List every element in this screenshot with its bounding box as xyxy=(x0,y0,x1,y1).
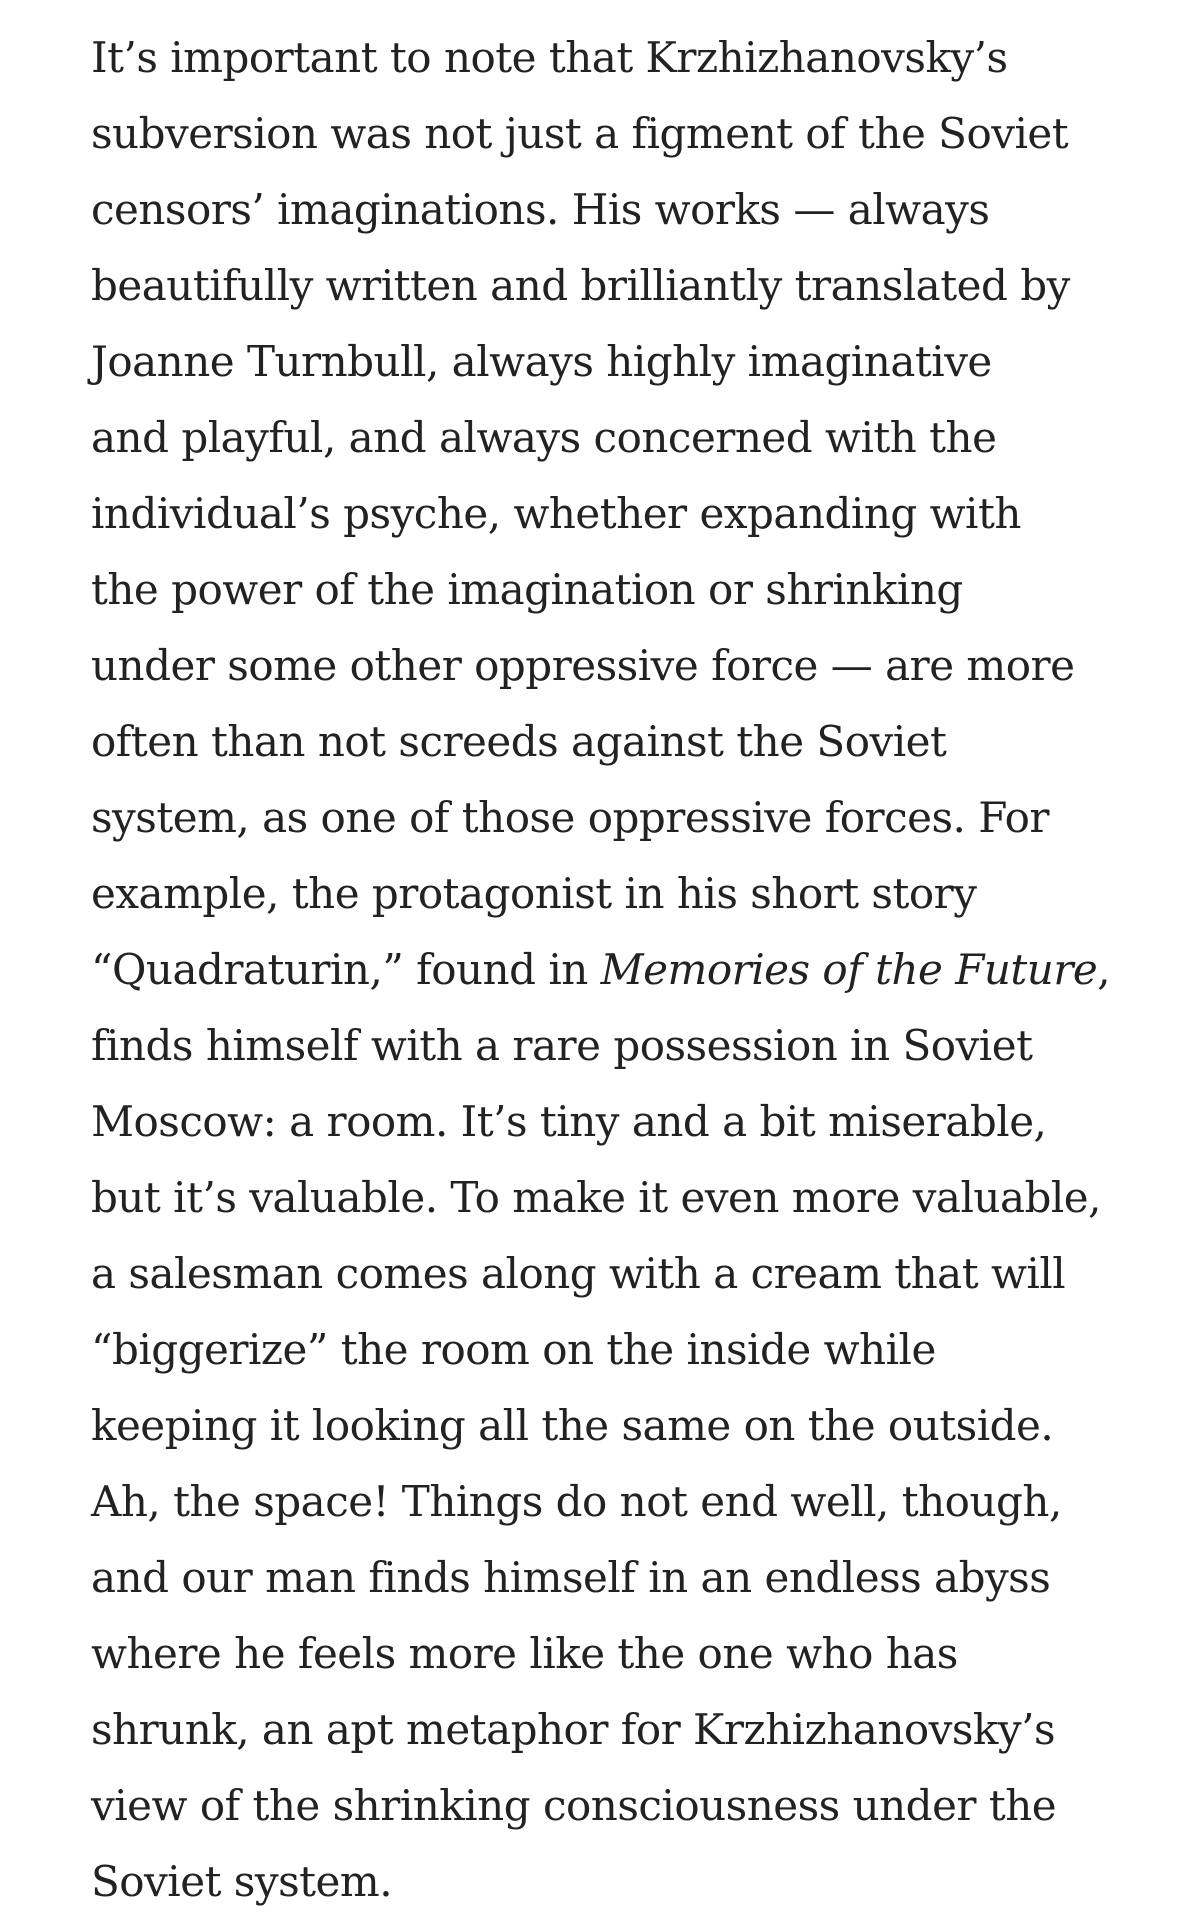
paragraph-line: the power of the imagination or shrinking xyxy=(91,565,963,614)
line-text-before-title: “Quadraturin,” found in xyxy=(91,945,601,994)
paragraph-line: system, as one of those oppressive forces. For xyxy=(91,793,1049,842)
paragraph-line: a salesman comes along with a cream that will xyxy=(91,1249,1066,1298)
paragraph-line: under some other oppressive force — are more xyxy=(91,641,1075,690)
paragraph-line: Moscow: a room. It’s tiny and a bit miserable, xyxy=(91,1097,1047,1146)
paragraph-line: beautifully written and brilliantly translated by xyxy=(91,261,1070,310)
article-paragraph xyxy=(91,20,1131,1920)
paragraph-line: often than not screeds against the Soviet xyxy=(91,717,947,766)
paragraph-line: example, the protagonist in his short story xyxy=(91,869,977,918)
paragraph-line: Ah, the space! Things do not end well, though, xyxy=(91,1477,1062,1526)
paragraph-line: keeping it looking all the same on the outside. xyxy=(91,1401,1054,1450)
paragraph-line: subversion was not just a figment of the Soviet xyxy=(91,109,1069,158)
paragraph-line: shrunk, an apt metaphor for Krzhizhanovsky’s xyxy=(91,1705,1056,1754)
paragraph-line: It’s important to note that Krzhizhanovsky’s xyxy=(91,33,1008,82)
book-title: Memories of the Future xyxy=(600,945,1098,994)
paragraph-line: but it’s valuable. To make it even more valuable, xyxy=(91,1173,1102,1222)
paragraph-line: where he feels more like the one who has xyxy=(91,1629,958,1678)
paragraph-line: Soviet system. xyxy=(91,1857,393,1906)
paragraph-line-with-title xyxy=(91,932,1131,1008)
paragraph-line: Joanne Turnbull, always highly imaginative xyxy=(91,337,992,386)
paragraph-line: individual’s psyche, whether expanding with xyxy=(91,489,1021,538)
paragraph-line: censors’ imaginations. His works — always xyxy=(91,185,990,234)
line-text-after-title: , xyxy=(1097,945,1111,994)
paragraph-line: view of the shrinking consciousness under the xyxy=(91,1781,1057,1830)
paragraph-line: and playful, and always concerned with the xyxy=(91,413,997,462)
paragraph-line: “biggerize” the room on the inside while xyxy=(91,1325,936,1374)
paragraph-line: finds himself with a rare possession in Soviet xyxy=(91,1021,1033,1070)
paragraph-line: and our man finds himself in an endless abyss xyxy=(91,1553,1051,1602)
